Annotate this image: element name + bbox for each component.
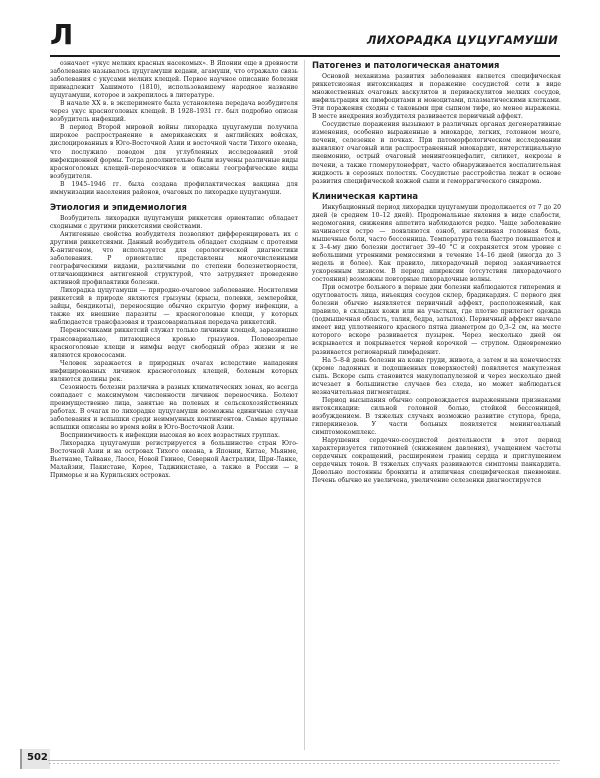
intro-paragraph: В начале XX в. в эксперименте была установлена передача возбудителя через укус красноголовых клещей. В 1928–1931 гг. был подробно описан возбудитель инфекций. bbox=[50, 100, 298, 124]
body-paragraph: При осмотре больного в первые дни болезни наблюдаются гиперемия и одутловатость лица, инъекция сосудов склер, брадикардия. С первого дня болезни обычно выявляется первичный аффект, расположенный, как правило, в складках кожи или на участках, где плотно прилегает одежда (подмышечная область, талия, бедра, затылок). Первичный аффект вначале имеет вид уплотненного красного пятна диаметром до 0,3–2 см, на месте которого вскоре развивается пузырек. Через несколько дней он вскрывается и покрывается черной корочкой — струпом. Одновременно развивается регионарный лимфаденит. bbox=[312, 284, 561, 356]
column-divider bbox=[304, 60, 305, 750]
body-paragraph: Нарушения сердечно-сосудистой деятельности в этот период характеризуется гипотонией (снижением давления), учащением частоты сердечных сокращений, расширением границ сердца и приглушением сердечных тонов. В тяжелых случаях развиваются симптомы панкардита. Довольно постоянны бронхиты и атипичная специфическая пневмония. Печень обычно не увеличена, увеличение селезенки диагностируется bbox=[312, 437, 561, 485]
chapter-letter: Л bbox=[50, 18, 74, 51]
body-paragraph: Антигенные свойства возбудителя позволяют дифференцировать их с другими риккетсиями. Данный возбудитель обладает сходным с протеями К-антигеном, что используется для серологической диагностики заболевания. Р ориенталис представлены многочисленными географическими видами, различными по степени болезнетворности, отличающимися антигенной структурой, что затрудняет проведение активной профилактики болезни. bbox=[50, 230, 298, 287]
body-paragraph: На 5–8-й день болезни на коже груди, живота, а затем и на конечностях (кроме ладонных и подошвенных поверхностей) появляется макулезная сыпь. Вскоре сыпь становится макулопапулезной и через несколько дней исчезает в большинстве случаев без следа, но может наблюдаться незначительная пигментация. bbox=[312, 356, 561, 396]
body-paragraph: Переносчиками риккетсий служат только личинки клещей, заразившие трансовариально, питающиеся кровью грызунов. Половозрелые красноголовые клещи и нимфы ведут свободный образ жизни и не являются кровососами. bbox=[50, 327, 298, 359]
body-paragraph: Инкубационный период лихорадки цуцугамуши продолжается от 7 до 20 дней (в среднем 10–12 дней). Продромальные явления в виде слабости, недомогания, снижения аппетита наблюдаются редко. Чаще заболевание начинается остро — появляются озноб, интенсивная головная боль, мышечные боли, часто бессонница. Температура тела быстро повышается и к 3–4-му дню болезни достигает 39–40 °С и сохраняется этом уровне с небольшими утренними ремиссиями в течение 14–16 дней (иногда до 3 недель и более). Как правило, лихорадочный период заканчивается ускоренным лизисом. В период апирексии (отсутствия лихорадочного состояния) возможны повторные лихорадочные волны. bbox=[312, 203, 561, 284]
footer-rule bbox=[48, 760, 560, 761]
body-paragraph: Лихорадка цуцугамуши регистрируется в большинстве стран Юго-Восточной Азии и на островах Тихого океана, в Японии, Китае, Мьянме, Вьетнаме, Тайване, Лаосе, Новой Гвинее, Северной Австралии, Шри-Ланке, Малайзии, Пакистане, Корее, Таджикистане, а также в России — в Приморье и на Курильских островах. bbox=[50, 440, 298, 480]
body-paragraph: Сосудистые поражения вызывают в различных органах дегенеративные изменения, особенно выраженные в миокарде, легких, головном мозге, печени, селезенке и почках. При патоморфологическом исследовании выявляют очаговый или распространенный миокардит, интерстициальную пневмонию, острый очаговый менингоэнцефалит, силикет, некрозы в печени, а также гломерулонефрит, часто обнаруживается воспалительная жидкость в серозных полостях. Сосудистые расстройства лежат в основе развития специфической кожной сыпи и геморрагического синдрома. bbox=[312, 121, 561, 185]
body-paragraph: Восприимчивость к инфекции высокая во всех возрастных группах. bbox=[60, 432, 280, 440]
section-title-clinical: Клиническая картина bbox=[312, 190, 419, 201]
section-title-etiology: Этиология и эпидемиология bbox=[50, 201, 187, 212]
body-paragraph: Период высыпания обычно сопровождается выраженными признаками интоксикации: сильной головной болью, стойкой бессонницей, возбуждением. В тяжелых случаях возможно развитие ступора, бреда, гиперкинезов. У части больных появляется менингеальный симптомокомплекс. bbox=[312, 396, 561, 436]
footer-dotted-band bbox=[48, 762, 558, 765]
body-paragraph: Возбудитель лихорадки цуцугамуши риккетсия ориентапис обладает сходными с другими риккетсиями свойствами. bbox=[50, 214, 298, 230]
body-paragraph: Лихорадка цуцугамуши — природно-очаговое заболевание. Носителями риккетсий в природе являются грызуны (крысы, полевки, землеройки, зайцы, бендикоты), переносящие обычно скрытую форму инфекции, а также их внешние паразиты — красноголовые клещи, у которых наблюдается трансфазовая и трансовариальная передача риккетсий. bbox=[50, 287, 298, 327]
body-paragraph: Человек заражается в природных очагах вследствие нападения инфицированных личинок красноголовых клещей, болевым которых являются долины рек. bbox=[50, 359, 298, 383]
header-rule bbox=[50, 55, 560, 57]
page-number: 502 bbox=[27, 752, 48, 763]
running-title: ЛИХОРАДКА ЦУЦУГАМУШИ bbox=[366, 33, 558, 47]
intro-paragraph: В период Второй мировой войны лихорадка цуцугамуши получила широкое распространение в американских и английских войсках, дислоцированных в Юго-Восточной Азии и восточной части Тихого океана, что послужило поводом для углубленных исследований этой инфекционной формы. Тогда дополнительно были изучены различные виды красноголовых клещей–переносчиков и описаны географические виды возбудителя. bbox=[50, 124, 298, 180]
body-paragraph: Сезонность болезни различна в разных климатических зонах, но всегда совпадает с максимумом численности личинок переносчика. Болеют преимущественно лица, занятые на полевых и сельскохозяйственных работах. В очагах по лихорадке цуцугамуши возможны единичные случаи заболевания и вспышки среди неиммунных контингентов. Самые крупные вспышки описаны во время войн в Юго-Восточной Азии. bbox=[50, 383, 298, 432]
intro-paragraph: В 1945–1946 гг. была создана профилактическая вакцина для иммунизации населения районов, очаговых по лихорадке цуцугамуши. bbox=[50, 180, 298, 196]
section-title-pathogenesis: Патогенез и патологическая анатомия bbox=[312, 60, 500, 70]
body-paragraph: Основой механизма развития заболевания является специфическая риккетсиозная интоксикация и поражение сосудистой сети в виде множественных очаговых васкулитов и периваскулитов мелких сосудов, инфильтрация их лимфоцитами и моноцитами, плазматическими клетками. Эти поражения сходны с таковыми при сыпном тифе, но менее выражены. В месте внедрения возбудителя развивается первичный аффект. bbox=[312, 73, 561, 121]
intro-paragraph: означает «укус мелких красных насекомых». В Японии еще в древности заболевание называлось цуцугамуши кедани, агамуши, что отражало связь заболевания с укусами мелких клещей. Первое научное описание болезни принадлежит Хашимото (1810), использовавшему народное название цуцугамуши, которое и закрепилось в литературе. bbox=[50, 60, 298, 100]
left-column bbox=[50, 60, 298, 750]
right-column bbox=[312, 60, 561, 750]
